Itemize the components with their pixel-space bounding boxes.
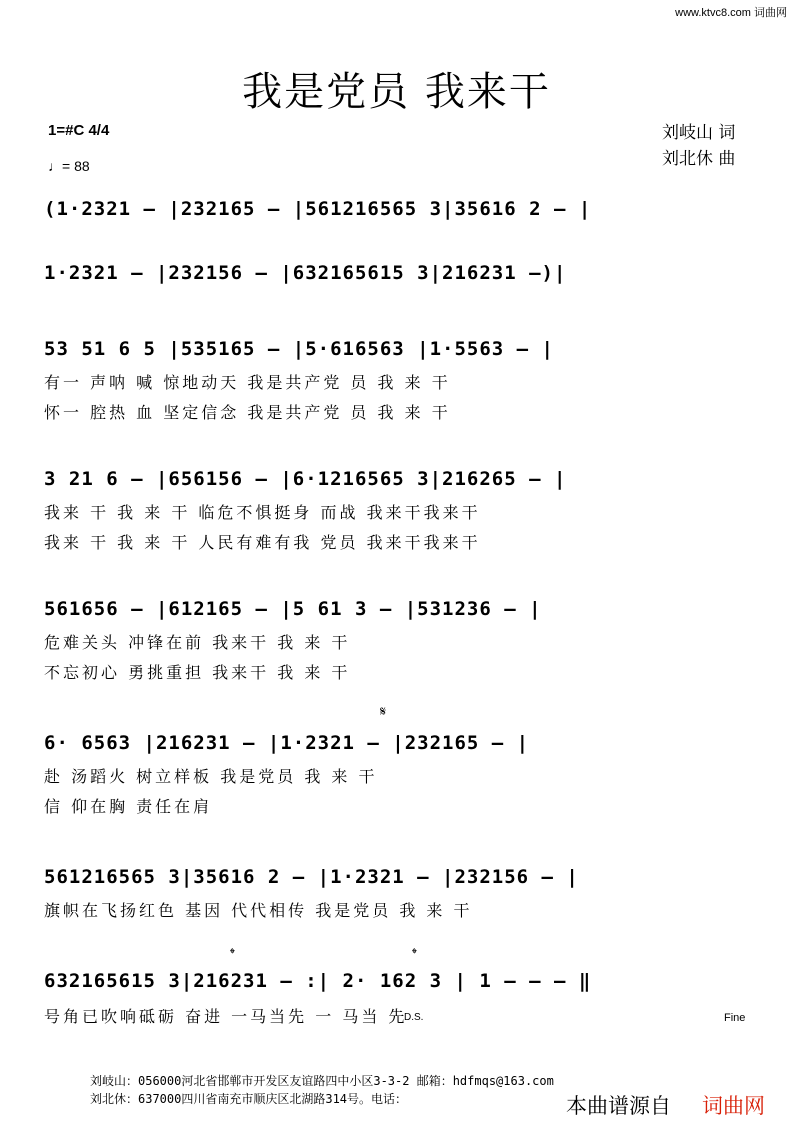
notation-line: 632165615 3|216231 – :| 2· 162 3 | 1 – – – ‖	[44, 970, 592, 992]
composer-address: 刘北休：637000四川省南充市顺庆区北湖路314号。电话：	[90, 1092, 408, 1106]
segno-sign: 𝄋	[380, 704, 387, 720]
composer-credit: 刘北休 曲	[662, 149, 736, 169]
notation-line: 6· 6563 |216231 – |1·2321 – |232165 – |	[44, 732, 530, 754]
lyric-verse-1: 我来 干 我 来 干 临危不惧挺身 而战 我来干我来干	[44, 503, 481, 522]
brand-logo-text: 词曲网	[702, 1094, 765, 1118]
fine-mark: Fine	[724, 1012, 746, 1024]
key-signature: 1=#C 4/4	[48, 122, 110, 139]
lyricist-credit: 刘岐山 词	[662, 123, 736, 143]
tempo-marking: ♩= 88	[48, 158, 90, 174]
coda-sign: 𝄌	[412, 946, 417, 962]
site-watermark: www.ktvc8.com 词曲网	[675, 7, 787, 19]
notation-line: 1·2321 – |232156 – |632165615 3|216231 –)|	[44, 262, 567, 284]
notation-line: 53 51 6 5 |535165 – |5·616563 |1·5563 – |	[44, 338, 554, 360]
source-label: 本曲谱源自	[566, 1094, 671, 1118]
lyric-verse-1: 号角已吹响砥砺 奋进 一马当先 一 马当 先	[44, 1007, 408, 1026]
coda-sign: 𝄌	[230, 946, 235, 962]
notation-line: 561216565 3|35616 2 – |1·2321 – |232156 – |	[44, 866, 579, 888]
lyric-verse-1: 有一 声呐 喊 惊地动天 我是共产党 员 我 来 干	[44, 373, 451, 392]
lyric-verse-1: 旗帜在飞扬红色 基因 代代相传 我是党员 我 来 干	[44, 901, 473, 920]
lyricist-address: 刘岐山：056000河北省邯郸市开发区友谊路四中小区3-3-2 邮箱：hdfmqs@163.com	[90, 1074, 554, 1088]
song-title: 我是党员 我来干	[242, 69, 551, 115]
dal-segno-mark: D.S.	[404, 1012, 424, 1023]
notation-line: (1·2321 – |232165 – |561216565 3|35616 2 – |	[44, 198, 592, 220]
lyric-verse-1: 赴 汤蹈火 树立样板 我是党员 我 来 干	[44, 767, 378, 786]
lyric-verse-1: 危难关头 冲锋在前 我来干 我 来 干	[44, 633, 351, 652]
lyric-verse-2: 我来 干 我 来 干 人民有难有我 党员 我来干我来干	[44, 533, 481, 552]
lyric-verse-2: 信 仰在胸 责任在肩	[44, 797, 213, 816]
notation-line: 561656 – |612165 – |5 61 3 – |531236 – |	[44, 598, 542, 620]
lyric-verse-2: 不忘初心 勇挑重担 我来干 我 来 干	[44, 663, 351, 682]
lyric-verse-2: 怀一 腔热 血 坚定信念 我是共产党 员 我 来 干	[44, 403, 451, 422]
notation-line: 3 21 6 – |656156 – |6·1216565 3|216265 – |	[44, 468, 567, 490]
